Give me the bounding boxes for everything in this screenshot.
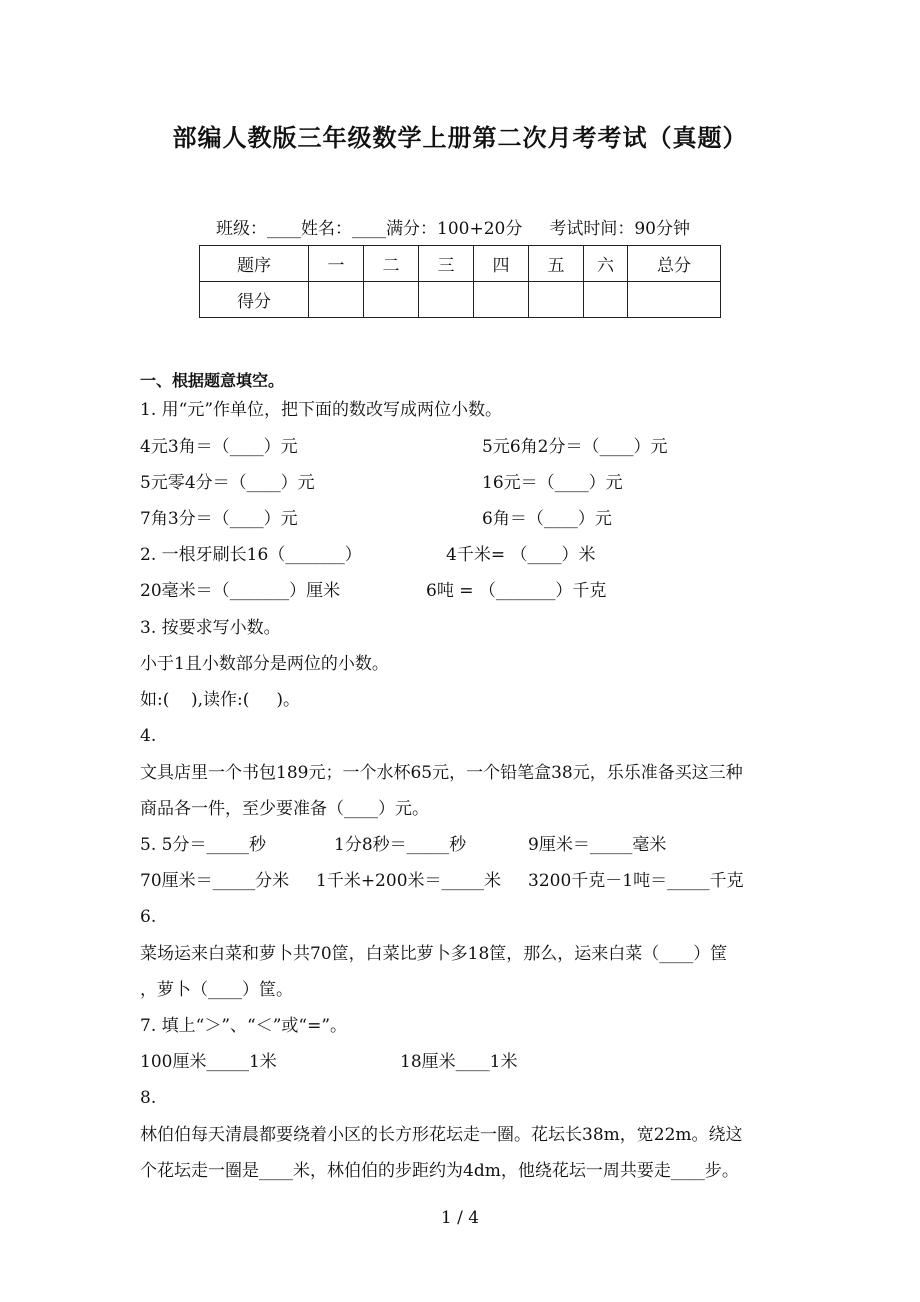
section-heading: 一、根据题意填空。 [140,371,285,390]
row-label-cell: 得分 [200,282,309,318]
score-cell[interactable] [529,282,584,318]
score-table [199,245,721,318]
question-6-number: 6. [140,907,157,927]
header-cell: 题序 [200,246,309,282]
q1-item-d: 16元＝（____）元 [482,473,623,493]
score-cell[interactable] [309,282,364,318]
q1-item-c: 5元零4分＝（____）元 [140,473,315,493]
exam-info: 班级：____姓名：____满分：100+20分 考试时间：90分钟 [216,219,690,239]
header-cell: 二 [364,246,419,282]
q2-item-a: 2. 一根牙刷长16（_______） [140,545,362,565]
q5-item-c: 9厘米＝_____毫米 [528,835,667,855]
question-3-stem: 3. 按要求写小数。 [140,618,281,638]
header-cell: 总分 [628,246,721,282]
question-7-stem: 7. 填上“＞”、“＜”或“=”。 [140,1016,348,1036]
q7-item-a: 100厘米_____1米 [140,1052,277,1072]
header-cell: 五 [529,246,584,282]
header-cell: 四 [474,246,529,282]
score-cell[interactable] [419,282,474,318]
q7-item-b: 18厘米____1米 [400,1052,518,1072]
q3-line-2: 如:( ),读作:( )。 [140,690,301,710]
table-row [200,282,721,318]
q3-line-1: 小于1且小数部分是两位的小数。 [140,654,389,674]
score-cell[interactable] [474,282,529,318]
q5-item-b: 1分8秒＝_____秒 [334,835,467,855]
q2-item-c: 20毫米＝（_______）厘米 [140,581,341,601]
header-cell: 三 [419,246,474,282]
q6-line-1: 菜场运来白菜和萝卜共70筐，白菜比萝卜多18筐，那么，运来白菜（____）筐 [140,944,728,964]
q1-item-f: 6角＝（____）元 [482,509,612,529]
q5-item-a: 5. 5分＝_____秒 [140,835,266,855]
q2-item-d: 6吨 = （_______）千克 [426,581,607,601]
q1-item-a: 4元3角＝（____）元 [140,437,298,457]
score-cell[interactable] [584,282,628,318]
score-cell[interactable] [364,282,419,318]
q1-item-b: 5元6角2分＝（____）元 [482,437,668,457]
header-cell: 六 [584,246,628,282]
q1-item-e: 7角3分＝（____）元 [140,509,298,529]
q6-line-2: ，萝卜（____）筐。 [140,980,293,1000]
table-row [200,246,721,282]
q5-item-f: 3200千克－1吨＝_____千克 [528,871,744,891]
q4-line-1: 文具店里一个书包189元；一个水杯65元，一个铅笔盒38元，乐乐准备买这三种 [140,763,743,783]
q5-item-d: 70厘米＝_____分米 [140,871,290,891]
question-4-number: 4. [140,726,157,746]
q4-line-2: 商品各一件，至少要准备（____）元。 [140,799,429,819]
page-title: 部编人教版三年级数学上册第二次月考考试（真题） [172,123,748,152]
q2-item-b: 4千米= （____）米 [446,545,596,565]
question-1-stem: 1. 用“元”作单位，把下面的数改写成两位小数。 [140,400,503,420]
q8-line-1: 林伯伯每天清晨都要绕着小区的长方形花坛走一圈。花坛长38m，宽22m。绕这 [140,1125,743,1145]
question-8-number: 8. [140,1088,157,1108]
score-cell[interactable] [628,282,721,318]
q8-line-2: 个花坛走一圈是____米，林伯伯的步距约为4dm，他绕花坛一周共要走____步。 [140,1161,739,1181]
page-number: 1 / 4 [440,1208,480,1228]
header-cell: 一 [309,246,364,282]
q5-item-e: 1千米+200米＝_____米 [316,871,502,891]
